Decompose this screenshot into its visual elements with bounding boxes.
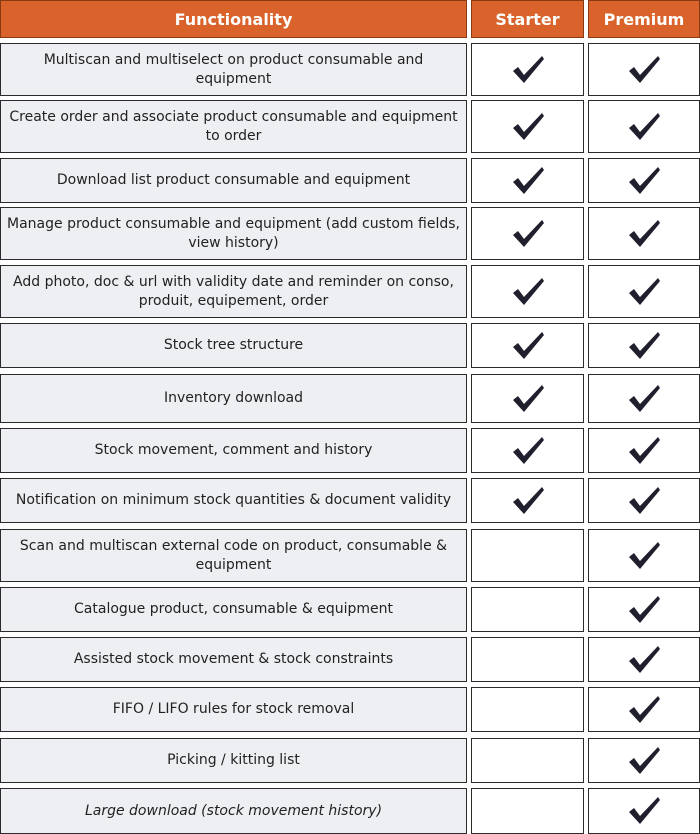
starter-cell: [471, 478, 584, 523]
starter-cell: [471, 265, 584, 318]
feature-label: Large download (stock movement history): [0, 788, 467, 834]
feature-label: Assisted stock movement & stock constraints: [0, 637, 467, 682]
checkmark-icon: [626, 165, 662, 197]
checkmark-icon: [510, 165, 546, 197]
premium-cell: [588, 478, 700, 523]
starter-cell: [471, 738, 584, 783]
premium-cell: [588, 100, 700, 153]
checkmark-icon: [626, 795, 662, 827]
feature-label: Stock tree structure: [0, 323, 467, 368]
checkmark-icon: [626, 694, 662, 726]
checkmark-icon: [510, 330, 546, 362]
starter-cell: [471, 100, 584, 153]
feature-label: Inventory download: [0, 374, 467, 423]
checkmark-icon: [626, 485, 662, 517]
starter-cell: [471, 158, 584, 203]
header-premium: Premium: [588, 0, 700, 38]
checkmark-icon: [510, 111, 546, 143]
starter-cell: [471, 687, 584, 732]
starter-cell: [471, 428, 584, 473]
premium-cell: [588, 43, 700, 96]
header-starter: Starter: [471, 0, 584, 38]
premium-cell: [588, 637, 700, 682]
checkmark-icon: [626, 435, 662, 467]
premium-cell: [588, 323, 700, 368]
checkmark-icon: [626, 276, 662, 308]
feature-label: Picking / kitting list: [0, 738, 467, 783]
starter-cell: [471, 43, 584, 96]
checkmark-icon: [510, 383, 546, 415]
premium-cell: [588, 687, 700, 732]
checkmark-icon: [626, 330, 662, 362]
feature-label: Stock movement, comment and history: [0, 428, 467, 473]
checkmark-icon: [626, 383, 662, 415]
checkmark-icon: [626, 745, 662, 777]
checkmark-icon: [626, 218, 662, 250]
starter-cell: [471, 323, 584, 368]
premium-cell: [588, 428, 700, 473]
starter-cell: [471, 207, 584, 260]
checkmark-icon: [626, 540, 662, 572]
header-functionality: Functionality: [0, 0, 467, 38]
starter-cell: [471, 587, 584, 632]
premium-cell: [588, 738, 700, 783]
checkmark-icon: [510, 435, 546, 467]
checkmark-icon: [626, 111, 662, 143]
premium-cell: [588, 158, 700, 203]
feature-label: Download list product consumable and equipment: [0, 158, 467, 203]
feature-label: Notification on minimum stock quantities & document validity: [0, 478, 467, 523]
premium-cell: [588, 529, 700, 582]
starter-cell: [471, 374, 584, 423]
premium-cell: [588, 207, 700, 260]
feature-label: Add photo, doc & url with validity date and reminder on conso, produit, equipement, order: [0, 265, 467, 318]
feature-label: FIFO / LIFO rules for stock removal: [0, 687, 467, 732]
premium-cell: [588, 374, 700, 423]
checkmark-icon: [626, 644, 662, 676]
feature-label: Multiscan and multiselect on product consumable and equipment: [0, 43, 467, 96]
checkmark-icon: [510, 485, 546, 517]
starter-cell: [471, 529, 584, 582]
checkmark-icon: [626, 594, 662, 626]
checkmark-icon: [510, 218, 546, 250]
feature-label: Catalogue product, consumable & equipment: [0, 587, 467, 632]
premium-cell: [588, 788, 700, 834]
starter-cell: [471, 637, 584, 682]
feature-label: Manage product consumable and equipment (add custom fields, view history): [0, 207, 467, 260]
premium-cell: [588, 587, 700, 632]
premium-cell: [588, 265, 700, 318]
checkmark-icon: [626, 54, 662, 86]
checkmark-icon: [510, 54, 546, 86]
checkmark-icon: [510, 276, 546, 308]
starter-cell: [471, 788, 584, 834]
feature-label: Scan and multiscan external code on product, consumable & equipment: [0, 529, 467, 582]
feature-label: Create order and associate product consumable and equipment to order: [0, 100, 467, 153]
